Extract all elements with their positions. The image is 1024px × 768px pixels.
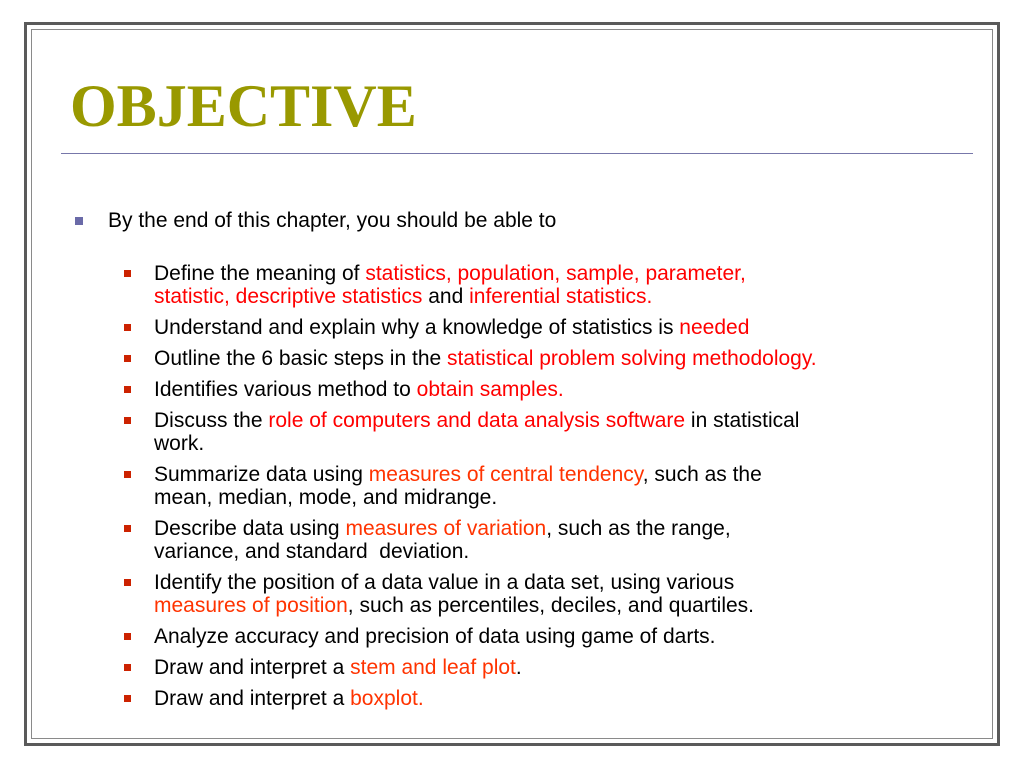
objective-item-define — [72, 262, 982, 308]
objective-text: Describe data using — [154, 517, 346, 540]
objective-text: , such as percentiles, deciles, and quartiles. — [347, 594, 754, 617]
objective-item-stem-leaf — [72, 656, 982, 679]
title-divider — [61, 153, 973, 154]
slide-content — [72, 208, 982, 718]
objective-text: and — [422, 285, 470, 308]
square-bullet-icon — [124, 471, 131, 478]
objective-highlight: obtain samples. — [416, 378, 564, 401]
square-bullet-icon — [124, 386, 131, 393]
objective-highlight: statistic, descriptive statistics — [154, 285, 423, 308]
objective-item-analyze — [72, 625, 982, 648]
intro-text: By the end of this chapter, you should be able to — [108, 209, 557, 232]
square-bullet-icon — [124, 695, 131, 702]
objective-highlight: needed — [679, 316, 750, 339]
objective-text: Define the meaning of — [154, 262, 366, 285]
objective-text: Draw and interpret a — [154, 656, 351, 679]
square-bullet-icon — [124, 270, 131, 277]
square-bullet-icon — [75, 217, 83, 225]
objective-text: Discuss the — [154, 409, 269, 432]
objective-highlight: measures of variation — [345, 517, 547, 540]
objective-text: . — [515, 656, 522, 679]
objective-text: mean, median, mode, and midrange. — [154, 486, 498, 509]
objective-highlight: statistical problem solving methodology. — [447, 347, 817, 370]
square-bullet-icon — [124, 355, 131, 362]
objective-item-summarize — [72, 463, 982, 509]
objective-item-understand — [72, 316, 982, 339]
objective-item-identify-position — [72, 571, 982, 617]
objective-text: variance, and standard deviation. — [154, 540, 470, 563]
objective-text: Draw and interpret a — [154, 687, 351, 710]
objective-item-discuss — [72, 409, 982, 455]
objective-item-outline — [72, 347, 982, 370]
objective-text: Analyze accuracy and precision of data using game of darts. — [154, 625, 716, 648]
objective-highlight: measures of position — [154, 594, 348, 617]
square-bullet-icon — [124, 417, 131, 424]
objective-text: Outline the 6 basic steps in the — [154, 347, 448, 370]
square-bullet-icon — [124, 579, 131, 586]
objective-text: Identify the position of a data value in a data set, using various — [154, 571, 735, 594]
objective-highlight: stem and leaf plot — [350, 656, 516, 679]
objective-text: , such as the range, — [546, 517, 731, 540]
objective-highlight: role of computers and data analysis software — [268, 409, 686, 432]
objective-text: , such as the — [642, 463, 762, 486]
objective-highlight: boxplot. — [350, 687, 424, 710]
square-bullet-icon — [124, 324, 131, 331]
objective-item-identifies — [72, 378, 982, 401]
slide-title: OBJECTIVE — [70, 73, 417, 139]
objective-item-describe — [72, 517, 982, 563]
square-bullet-icon — [124, 633, 131, 640]
square-bullet-icon — [124, 664, 131, 671]
objective-text: in statistical — [685, 409, 800, 432]
objective-highlight: inferential statistics. — [469, 285, 653, 308]
objective-list — [72, 262, 982, 710]
objective-text: Identifies various method to — [154, 378, 417, 401]
objective-highlight: measures of central tendency — [368, 463, 643, 486]
square-bullet-icon — [124, 525, 131, 532]
objective-text: Summarize data using — [154, 463, 369, 486]
objective-item-boxplot — [72, 687, 982, 710]
intro-item — [72, 208, 982, 234]
objective-text: Understand and explain why a knowledge of statistics is — [154, 316, 680, 339]
objective-highlight: statistics, population, sample, parameter, — [365, 262, 746, 285]
objective-text: work. — [154, 432, 205, 455]
